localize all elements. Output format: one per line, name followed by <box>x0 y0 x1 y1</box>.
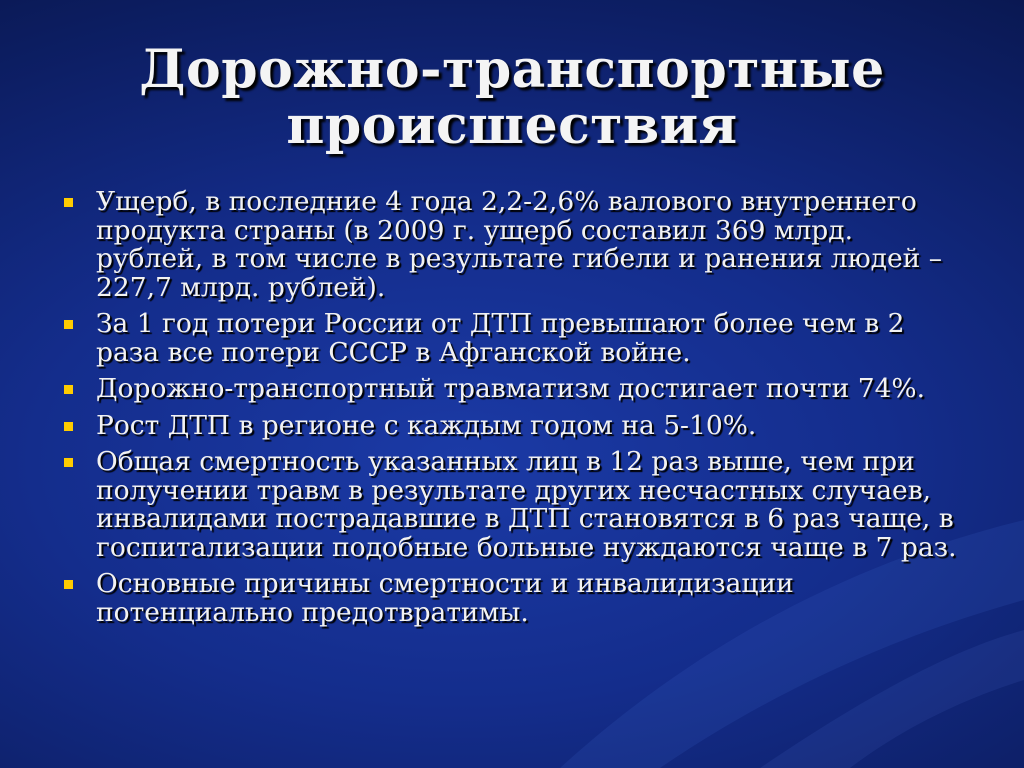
bullet-square-icon <box>64 320 73 329</box>
bullet-square-icon <box>64 198 73 207</box>
bullet-text: Основные причины смертности и инвалидизации потенциально предотвратимы. <box>96 568 794 628</box>
title-line-1: Дорожно-транспортные <box>139 39 885 100</box>
bullet-item <box>62 188 967 302</box>
bullet-text: Общая смертность указанных лиц в 12 раз выше, чем при получении травм в результате других несчастных случаев, инвалидами пострадавшие в ДТП становятся в 6 раз чаще, в госпитализации подобные больные нуждаются чаще в 7 раз. <box>96 446 957 563</box>
bullet-item <box>62 448 967 562</box>
bullet-item <box>62 409 967 441</box>
bullet-item <box>62 310 967 367</box>
bullet-text: Ущерб, в последние 4 года 2,2-2,6% валового внутреннего продукта страны (в 2009 г. ущерб составил 369 млрд. рублей, в том числе в результате гибели и ранения людей – 227,7 млрд. рублей). <box>96 186 943 303</box>
bullet-text: За 1 год потери России от ДТП превышают более чем в 2 раза все потери СССР в Афганской войне. <box>96 308 905 368</box>
bullet-item <box>62 570 967 627</box>
bullet-square-icon <box>64 385 73 394</box>
title-line-2: происшествия <box>286 95 738 156</box>
bullet-text: Дорожно-транспортный травматизм достигает почти 74%. <box>96 373 926 404</box>
bullet-square-icon <box>64 458 73 467</box>
bullet-text: Рост ДТП в регионе с каждым годом на 5-10%. <box>96 409 757 441</box>
bullet-square-icon <box>64 422 73 431</box>
bullet-list <box>62 188 967 635</box>
slide-title <box>0 39 1024 156</box>
bullet-square-icon <box>64 580 73 589</box>
bullet-item <box>62 375 967 404</box>
